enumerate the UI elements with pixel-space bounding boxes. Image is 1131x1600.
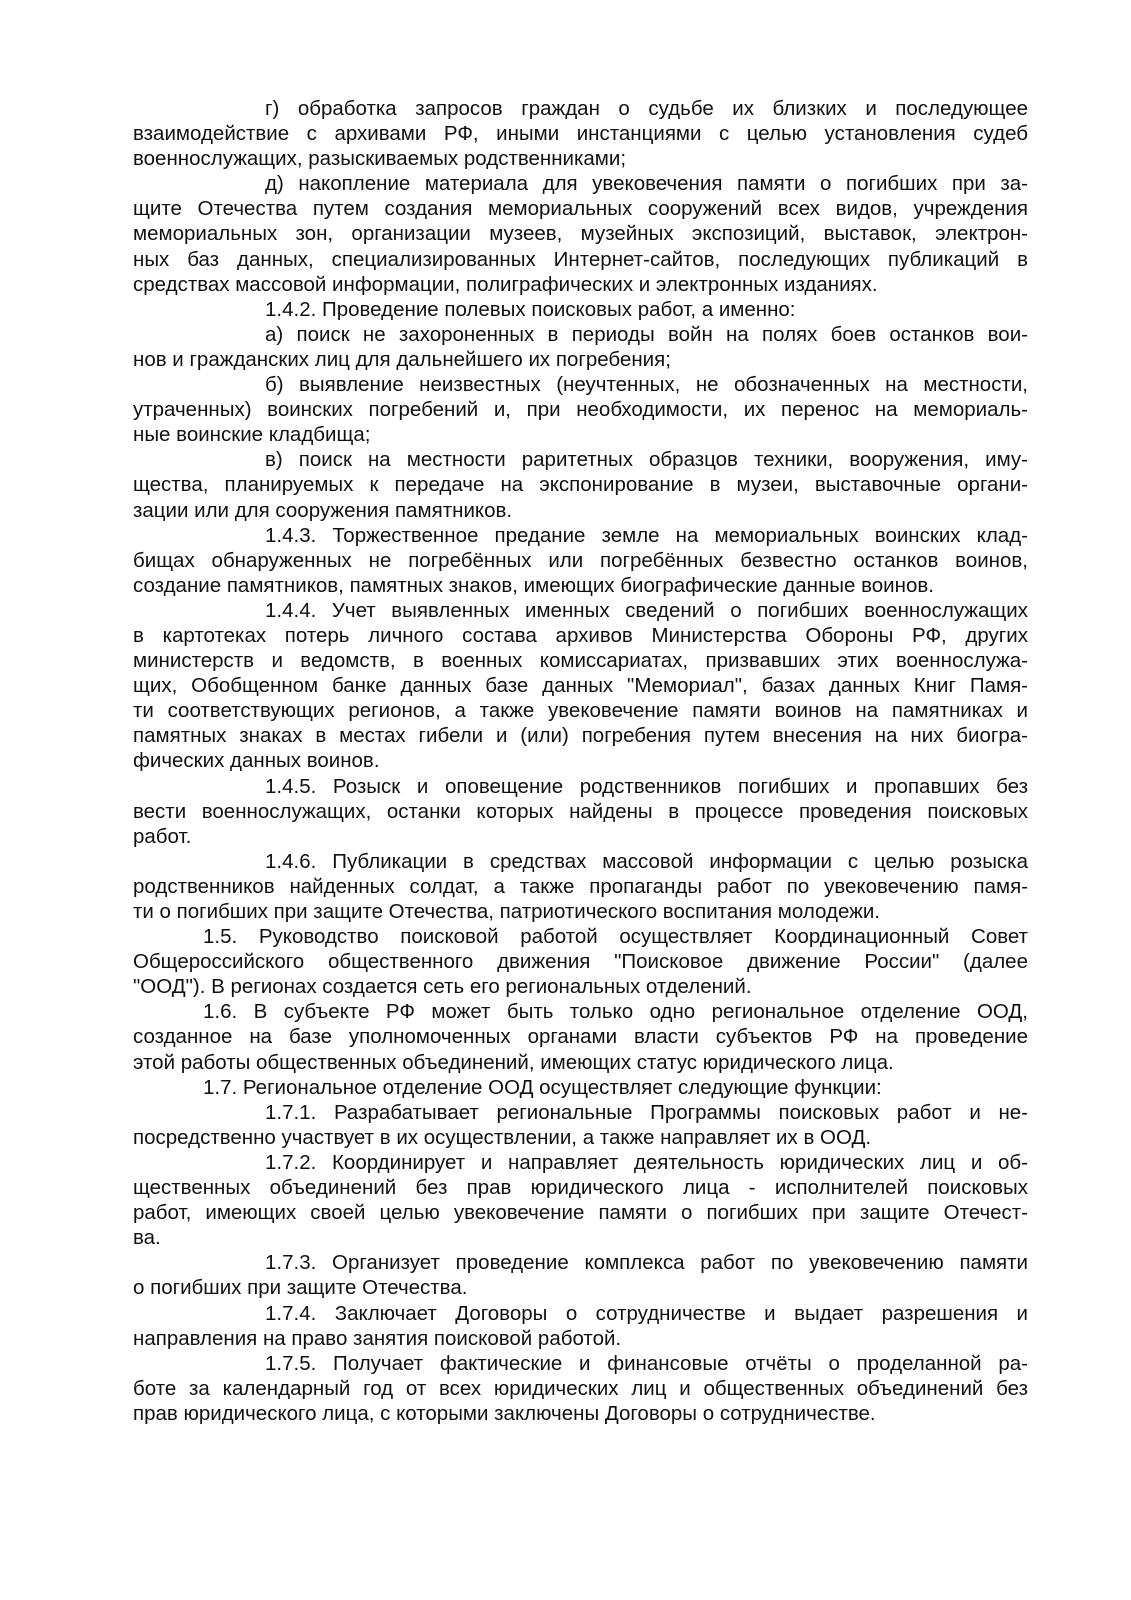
- text-line: зации или для сооружения памятников.: [133, 498, 513, 522]
- text-line: средствах массовой информации, полиграфических и электронных изданиях.: [133, 272, 878, 296]
- text-line: 1.4.3. Торжественное предание земле на мемориальных воинских клад-: [265, 523, 1028, 547]
- text-line: ти соответствующих регионов, а также увековечение памяти воинов на памятниках и: [133, 699, 1028, 723]
- paragraph-1-4-6: [133, 849, 1028, 924]
- paragraph-1-7-2: [133, 1150, 1028, 1250]
- paragraph-1-7: [133, 1075, 1028, 1100]
- text-line: г) обработка запросов граждан о судьбе их близких и последующее: [265, 97, 1028, 120]
- text-line: 1.4.6. Публикации в средствах массовой информации с целью розыска: [265, 849, 1028, 873]
- text-line: 1.4.5. Розыск и оповещение родственников погибших и пропавших без: [265, 774, 1028, 798]
- text-line: щества, планируемых к передаче на экспонирование в музеи, выставочные органи-: [133, 473, 1028, 497]
- text-line: этой работы общественных объединений, имеющих статус юридического лица.: [133, 1050, 894, 1074]
- text-line: о погибших при защите Отечества.: [133, 1276, 468, 1300]
- text-line: направления на право занятия поисковой работой.: [133, 1326, 622, 1350]
- paragraph-1-7-5: [133, 1351, 1028, 1426]
- text-line: памятных знаках в местах гибели и (или) погребения путем внесения на них биогра-: [133, 724, 1028, 748]
- text-line: 1.7.4. Заключает Договоры о сотрудничестве и выдает разрешения и: [265, 1301, 1028, 1325]
- text-line: 1.7. Региональное отделение ООД осуществляет следующие функции:: [203, 1075, 882, 1099]
- text-line: ные воинские кладбища;: [133, 423, 371, 447]
- paragraph-1-5: [133, 924, 1028, 999]
- text-line: созданное на базе уполномоченных органами власти субъектов РФ на проведение: [133, 1025, 1028, 1049]
- text-line: фических данных воинов.: [133, 749, 380, 773]
- text-line: щих, Обобщенном банке данных базе данных "Мемориал", базах данных Книг Памя-: [133, 674, 1028, 698]
- paragraph-1-7-1: [133, 1100, 1028, 1150]
- text-line: "ООД"). В регионах создается сеть его региональных отделений.: [133, 975, 752, 999]
- document-page: [133, 96, 1028, 1426]
- text-line: работ.: [133, 824, 192, 848]
- text-line: 1.7.5. Получает фактические и финансовые отчёты о проделанной ра-: [265, 1351, 1028, 1375]
- text-line: ных баз данных, специализированных Интернет-сайтов, последующих публикаций в: [133, 247, 1028, 271]
- text-line: а) поиск не захороненных в периоды войн на полях боев останков вои-: [265, 322, 1028, 346]
- text-line: военнослужащих, разыскиваемых родственниками;: [133, 147, 627, 171]
- paragraph-a: [133, 322, 1028, 372]
- paragraph-1-4-5: [133, 774, 1028, 849]
- paragraph-1-4-4: [133, 598, 1028, 774]
- text-line: взаимодействие с архивами РФ, иными инстанциями с целью установления судеб: [133, 122, 1028, 146]
- paragraph-b: [133, 372, 1028, 447]
- paragraph-1-6: [133, 999, 1028, 1074]
- text-line: создание памятников, памятных знаков, имеющих биографические данные воинов.: [133, 573, 934, 597]
- text-line: 1.7.2. Координирует и направляет деятельность юридических лиц и об-: [265, 1150, 1028, 1174]
- text-line: нов и гражданских лиц для дальнейшего их погребения;: [133, 347, 671, 371]
- text-line: ва.: [133, 1226, 161, 1250]
- text-line: ти о погибших при защите Отечества, патриотического воспитания молодежи.: [133, 900, 880, 923]
- paragraph-g: [133, 96, 1028, 171]
- text-line: вести военнослужащих, останки которых найдены в процессе проведения поисковых: [133, 799, 1028, 823]
- text-line: родственников найденных солдат, а также пропаганды работ по увековечению памя-: [133, 874, 1028, 898]
- text-line: утраченных) воинских погребений и, при необходимости, их перенос на мемориаль-: [133, 398, 1028, 422]
- text-line: 1.4.2. Проведение полевых поисковых работ, а именно:: [265, 297, 796, 321]
- text-line: д) накопление материала для увековечения памяти о погибших при за-: [265, 172, 1028, 196]
- text-line: мемориальных зон, организации музеев, музейных экспозиций, выставок, электрон-: [133, 222, 1028, 246]
- paragraph-1-7-4: [133, 1301, 1028, 1351]
- text-line: Общероссийского общественного движения "Поисковое движение России" (далее: [133, 950, 1028, 974]
- text-line: бищах обнаруженных не погребённых или погребённых безвестно останков воинов,: [133, 548, 1028, 572]
- paragraph-1-4-3: [133, 523, 1028, 598]
- paragraph-v: [133, 447, 1028, 522]
- text-line: министерств и ведомств, в военных комиссариатах, призвавших этих военнослужа-: [133, 649, 1028, 673]
- text-line: боте за календарный год от всех юридических лиц и общественных объединений без: [133, 1376, 1028, 1400]
- text-line: щественных объединений без прав юридического лица - исполнителей поисковых: [133, 1176, 1028, 1200]
- text-line: щите Отечества путем создания мемориальных сооружений всех видов, учреждения: [133, 197, 1028, 221]
- text-line: 1.6. В субъекте РФ может быть только одно региональное отделение ООД,: [203, 1000, 1028, 1024]
- text-line: 1.5. Руководство поисковой работой осуществляет Координационный Совет: [203, 925, 1028, 949]
- text-line: 1.7.1. Разрабатывает региональные Программы поисковых работ и не-: [265, 1100, 1028, 1124]
- paragraph-1-7-3: [133, 1250, 1028, 1300]
- text-line: посредственно участвует в их осуществлении, а также направляет их в ООД.: [133, 1125, 872, 1149]
- text-line: 1.7.3. Организует проведение комплекса работ по увековечению памяти: [265, 1251, 1028, 1275]
- text-line: в картотеках потерь личного состава архивов Министерства Обороны РФ, других: [133, 623, 1028, 647]
- text-line: в) поиск на местности раритетных образцов техники, вооружения, иму-: [265, 448, 1028, 472]
- text-line: прав юридического лица, с которыми заключены Договоры о сотрудничестве.: [133, 1401, 876, 1425]
- text-line: работ, имеющих своей целью увековечение памяти о погибших при защите Отечест-: [133, 1201, 1028, 1225]
- paragraph-1-4-2: [133, 297, 1028, 322]
- text-line: 1.4.4. Учет выявленных именных сведений о погибших военнослужащих: [265, 598, 1028, 622]
- text-line: б) выявление неизвестных (неучтенных, не обозначенных на местности,: [265, 373, 1028, 397]
- paragraph-d: [133, 171, 1028, 296]
